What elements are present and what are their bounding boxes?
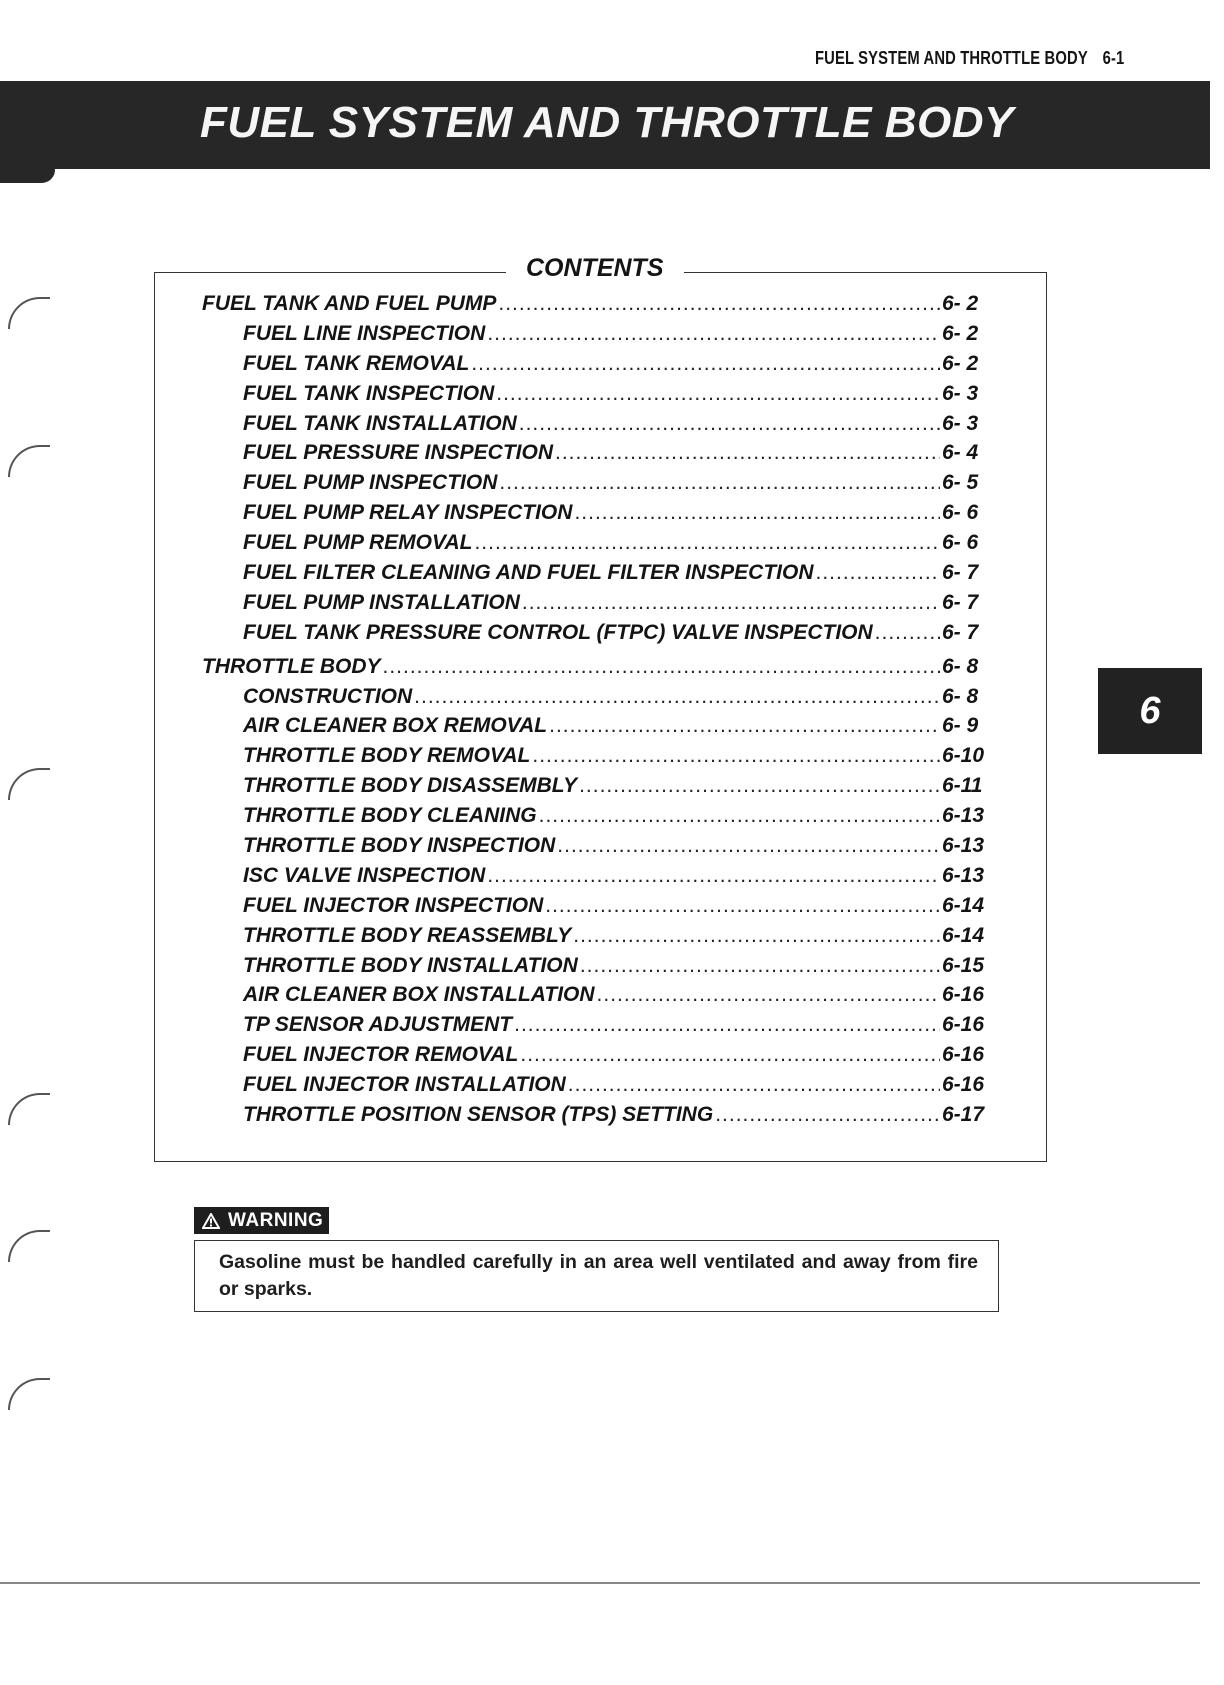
toc-entry-page: 6-15	[942, 953, 985, 977]
toc-entry	[202, 382, 994, 412]
toc-entry-page: 6-14	[942, 923, 985, 947]
toc-entry	[202, 591, 994, 621]
toc-leader-dots	[557, 834, 940, 858]
toc-leader-dots	[383, 655, 941, 679]
toc-entry	[202, 1013, 994, 1043]
toc-entry-label: THROTTLE BODY INSPECTION	[243, 834, 556, 858]
toc-entry	[202, 292, 994, 322]
toc-entry-label: THROTTLE POSITION SENSOR (TPS) SETTING	[243, 1103, 714, 1127]
toc-leader-dots	[875, 621, 940, 645]
toc-entry-page: 6-17	[942, 1103, 985, 1127]
toc-entry-label: FUEL TANK PRESSURE CONTROL (FTPC) VALVE INSPECTION	[243, 620, 873, 644]
toc-leader-dots	[487, 322, 940, 346]
title-bar-notch	[0, 157, 55, 183]
toc-entry-label: FUEL TANK AND FUEL PUMP	[202, 292, 497, 315]
toc-entry-page: 6-13	[942, 863, 985, 887]
toc-entry-label: THROTTLE BODY REMOVAL	[243, 744, 531, 768]
toc-entry	[202, 352, 994, 382]
toc-entry-label: THROTTLE BODY INSTALLATION	[243, 953, 578, 977]
toc-entry-page: 6- 8	[942, 654, 979, 678]
toc-leader-dots	[715, 1103, 940, 1127]
toc-entry	[202, 983, 994, 1013]
toc-entry-label: FUEL PRESSURE INSPECTION	[243, 441, 553, 465]
toc-entry-label: FUEL LINE INSPECTION	[243, 321, 486, 345]
bottom-rule	[0, 1582, 1200, 1584]
toc-entry-page: 6- 7	[942, 561, 979, 585]
toc-leader-dots	[545, 894, 940, 918]
toc-entry-page: 6- 2	[942, 351, 979, 375]
toc-entry-label: ISC VALVE INSPECTION	[243, 863, 486, 887]
toc-entry-page: 6- 5	[942, 471, 979, 495]
toc-entry-page: 6- 3	[942, 381, 979, 405]
toc-leader-dots	[816, 561, 941, 585]
toc-entry-label: FUEL INJECTOR INSPECTION	[243, 893, 544, 917]
toc-leader-dots	[539, 804, 940, 828]
binder-hole-mark	[8, 445, 50, 477]
toc-entry-label: FUEL TANK INSPECTION	[243, 381, 495, 405]
toc-leader-dots	[487, 864, 940, 888]
toc-entry	[202, 1103, 994, 1133]
page-number: 6-1	[1102, 48, 1124, 68]
toc-leader-dots	[499, 471, 940, 495]
toc-entry	[202, 804, 994, 834]
table-of-contents	[202, 292, 994, 1133]
toc-leader-dots	[519, 412, 940, 436]
toc-leader-dots	[532, 744, 940, 768]
toc-entry	[202, 561, 994, 591]
chapter-title: FUEL SYSTEM AND THROTTLE BODY	[200, 98, 1014, 147]
toc-entry	[202, 685, 994, 715]
toc-entry	[202, 744, 994, 774]
toc-entry-label: FUEL PUMP INSPECTION	[243, 471, 498, 495]
toc-entry-label: CONSTRUCTION	[243, 684, 413, 708]
toc-leader-dots	[414, 685, 940, 709]
toc-leader-dots	[514, 1013, 940, 1037]
toc-entry-page: 6- 6	[942, 501, 979, 525]
toc-entry	[202, 412, 994, 442]
binder-hole-mark	[8, 1378, 50, 1410]
toc-entry-page: 6-10	[942, 744, 985, 768]
toc-entry-label: TP SENSOR ADJUSTMENT	[243, 1013, 513, 1037]
chapter-title-bar	[0, 81, 1210, 169]
toc-leader-dots	[498, 292, 940, 316]
toc-entry-label: FUEL TANK INSTALLATION	[243, 411, 517, 435]
toc-entry-label: THROTTLE BODY	[202, 654, 381, 678]
toc-entry	[202, 655, 994, 685]
toc-entry	[202, 834, 994, 864]
toc-entry	[202, 1043, 994, 1073]
section-tab-marker: 6	[1098, 668, 1202, 754]
toc-entry	[202, 501, 994, 531]
toc-entry-page: 6- 9	[942, 714, 979, 738]
toc-leader-dots	[471, 352, 940, 376]
toc-entry	[202, 531, 994, 561]
toc-entry-page: 6-14	[942, 893, 985, 917]
contents-heading: CONTENTS	[506, 254, 684, 283]
toc-leader-dots	[597, 983, 940, 1007]
toc-entry	[202, 621, 994, 651]
binder-hole-mark	[8, 1230, 50, 1262]
toc-leader-dots	[474, 531, 940, 555]
toc-leader-dots	[573, 924, 940, 948]
toc-entry-label: FUEL PUMP INSTALLATION	[243, 590, 520, 614]
toc-entry-label: AIR CLEANER BOX INSTALLATION	[243, 983, 595, 1007]
toc-entry-label: FUEL TANK REMOVAL	[243, 351, 470, 375]
toc-entry-page: 6-16	[942, 1013, 985, 1037]
binder-hole-mark	[8, 297, 50, 329]
running-header	[815, 48, 1124, 69]
toc-leader-dots	[568, 1073, 940, 1097]
toc-entry-label: AIR CLEANER BOX REMOVAL	[243, 714, 548, 738]
toc-entry-label: FUEL PUMP RELAY INSPECTION	[243, 501, 573, 525]
toc-entry-label: THROTTLE BODY DISASSEMBLY	[243, 774, 578, 798]
toc-entry	[202, 954, 994, 984]
toc-leader-dots	[579, 774, 940, 798]
running-title: FUEL SYSTEM AND THROTTLE BODY	[814, 48, 1088, 68]
toc-entry	[202, 894, 994, 924]
toc-leader-dots	[574, 501, 940, 525]
toc-entry-page: 6-16	[942, 983, 985, 1007]
toc-entry-label: FUEL INJECTOR INSTALLATION	[243, 1073, 566, 1097]
toc-entry-label: FUEL FILTER CLEANING AND FUEL FILTER INSPECTION	[243, 561, 814, 585]
binder-hole-mark	[8, 1093, 50, 1125]
warning-text: Gasoline must be handled carefully in an area well ventilated and away from fire or sparks.	[219, 1251, 978, 1300]
toc-entry-page: 6- 2	[942, 292, 979, 315]
toc-entry	[202, 471, 994, 501]
toc-entry-label: FUEL PUMP REMOVAL	[243, 531, 473, 555]
warning-triangle-icon	[202, 1213, 220, 1229]
toc-entry-page: 6- 7	[942, 620, 979, 644]
toc-entry-page: 6- 7	[942, 590, 979, 614]
toc-entry-page: 6-13	[942, 804, 985, 828]
toc-entry	[202, 441, 994, 471]
toc-entry	[202, 774, 994, 804]
toc-entry-page: 6- 6	[942, 531, 979, 555]
toc-leader-dots	[580, 954, 940, 978]
warning-badge	[194, 1207, 329, 1234]
toc-entry	[202, 322, 994, 352]
binder-hole-mark	[8, 768, 50, 800]
toc-leader-dots	[522, 591, 940, 615]
toc-entry-page: 6- 3	[942, 411, 979, 435]
toc-leader-dots	[549, 714, 940, 738]
toc-entry	[202, 924, 994, 954]
toc-entry-page: 6- 4	[942, 441, 979, 465]
toc-entry-page: 6-11	[942, 774, 983, 798]
toc-entry-label: THROTTLE BODY REASSEMBLY	[243, 923, 572, 947]
toc-entry-page: 6-13	[942, 834, 985, 858]
toc-entry-page: 6-16	[942, 1073, 985, 1097]
toc-entry-label: FUEL INJECTOR REMOVAL	[243, 1043, 519, 1067]
toc-leader-dots	[555, 441, 940, 465]
warning-label: WARNING	[228, 1209, 324, 1231]
toc-entry-page: 6-16	[942, 1043, 985, 1067]
toc-entry	[202, 1073, 994, 1103]
toc-entry	[202, 864, 994, 894]
toc-leader-dots	[496, 382, 940, 406]
toc-leader-dots	[520, 1043, 940, 1067]
toc-entry-label: THROTTLE BODY CLEANING	[243, 804, 537, 828]
toc-entry	[202, 714, 994, 744]
warning-box	[194, 1240, 999, 1312]
toc-entry-page: 6- 2	[942, 321, 979, 345]
toc-entry-page: 6- 8	[942, 684, 979, 708]
